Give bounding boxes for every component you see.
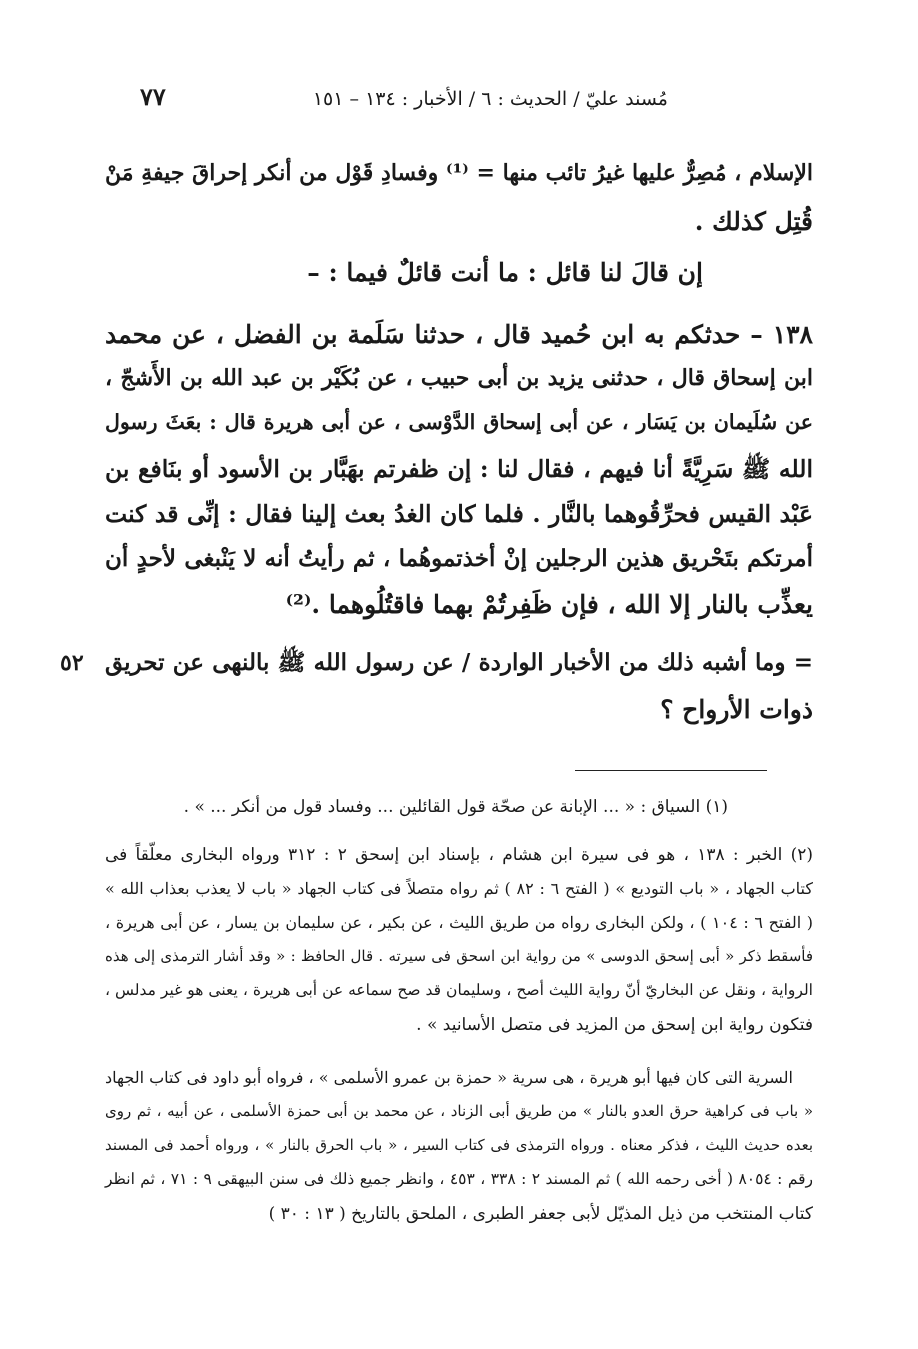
body-line: ١٣٨ – حدثكم به ابن حُميد قال ، حدثنا سَلَمة بن الفضل ، عن محمد — [105, 320, 813, 349]
footnote-line: « باب فى كراهية حرق العدو بالنار » من طريق أبى الزناد ، عن محمد بن أبى حمزة الأسلمى ، عن أبيه ، ثم روى — [105, 1102, 813, 1120]
body-line: الإسلام ، مُصِرٌّ عليها غيرُ تائب منها = ⁽¹⁾ وفسادِ قَوْل من أنكر إحراقَ جيفةِ مَنْ — [105, 160, 813, 186]
footnote-line: فأسقط ذكر « أبى إسحق الدوسى » من رواية ابن اسحق فى سيرته . قال الحافظ : « وقد أشار الترمذى إلى هذه — [105, 947, 813, 965]
footnote-line: فتكون رواية ابن إسحق من المزيد فى متصل الأسانيد » . — [416, 1015, 813, 1035]
footnote-line: (١) السياق : « ... الإبانة عن صحّة قول القائلين ... وفساد قول من أنكر ... » . — [183, 797, 728, 817]
footnote-line: رقم : ٨٠٥٤ ( أخى رحمه الله ) ثم المسند ٢ : ٣٣٨ ، ٤٥٣ ، وانظر جميع ذلك فى سنن البيهقى ٩ : ٧١ ، ثم انظر — [105, 1170, 814, 1188]
margin-reference: ٥٢ — [60, 650, 84, 676]
footnote-line: كتاب المنتخب من ذيل المذيّل لأبى جعفر الطبرى ، الملحق بالتاريخ ( ١٣ : ٣٠ ) — [268, 1204, 813, 1224]
body-line: = وما أشبه ذلك من الأخبار الواردة / عن رسول الله ﷺ بالنهى عن تحريق — [105, 649, 813, 676]
body-line: الله ﷺ سَرِيَّةً أنا فيهم ، فقال لنا : إن ظفرتم بهَبَّار بن الأسود أو بنَافع بن — [105, 455, 813, 483]
body-line: عن سُلَيمان بن يَسَار ، عن أبى إسحاق الدَّوْسى ، عن أبى هريرة قال : بعَثَ رسول — [105, 410, 813, 434]
body-line: ذوات الأرواح ؟ — [660, 695, 813, 724]
footnote-line: السرية التى كان فيها أبو هريرة ، هى سرية « حمزة بن عمرو الأسلمى » ، فرواه أبو داود فى كتاب الجهاد — [105, 1068, 793, 1087]
footnote-line: ( الفتح ٦ : ١٠٤ ) ، ولكن البخارى رواه من طريق الليث ، عن بكير ، عن سليمان بن يسار ، عن أبى هريرة ، — [105, 913, 814, 932]
body-line: قُتِل كذلك . — [694, 207, 813, 236]
running-header: مُسند عليّ / الحديث : ٦ / الأخبار : ١٣٤ – ١٥١ — [312, 88, 668, 110]
footnote-line: الرواية ، ونقل عن البخاريّ أنّ رواية الليث أصح ، وسليمان قد صح سماعه عن أبى هريرة ، يعنى هو غير مدلس ، — [105, 981, 813, 999]
page-number: ٧٧ — [140, 82, 166, 111]
footnote-line: (٢) الخبر : ١٣٨ ، هو فى سيرة ابن هشام ، بإسناد ابن إسحق ٢ : ٣١٢ ورواه البخارى معلّقاً فى — [105, 845, 813, 865]
footnote-separator — [575, 770, 767, 771]
body-line: يعذِّب بالنار إلا الله ، فإن ظَفِرتُمْ بهما فاقتُلُوهما .⁽²⁾ — [285, 590, 813, 619]
footnote-line: كتاب الجهاد ، « باب التوديع » ( الفتح ٦ : ٨٢ ) ثم رواه متصلاً فى كتاب الجهاد « باب لا يعذب بعذاب الله » — [105, 879, 813, 898]
body-line: عَبْد القيس فحرِّقُوهما بالنَّار . فلما كان الغدُ بعث إلينا فقال : إنِّى قد كنت — [105, 500, 813, 528]
body-line: إن قالَ لنا قائل : ما أنت قائلٌ فيما : – — [307, 258, 703, 287]
body-line: ابن إسحاق قال ، حدثنى يزيد بن أبى حبيب ، عن بُكَيْر بن عبد الله بن الأَشجّ ، — [105, 365, 813, 391]
body-line: أمرتكم بتَحْريق هذين الرجلين إنْ أخذتموهُما ، ثم رأيتُ أنه لا يَنْبغى لأحدٍ أن — [105, 545, 813, 572]
footnote-line: بعده حديث الليث ، فذكر معناه . ورواه الترمذى فى كتاب السير ، « باب الحرق بالنار » ، ورواه أحمد فى المسند — [105, 1136, 813, 1154]
